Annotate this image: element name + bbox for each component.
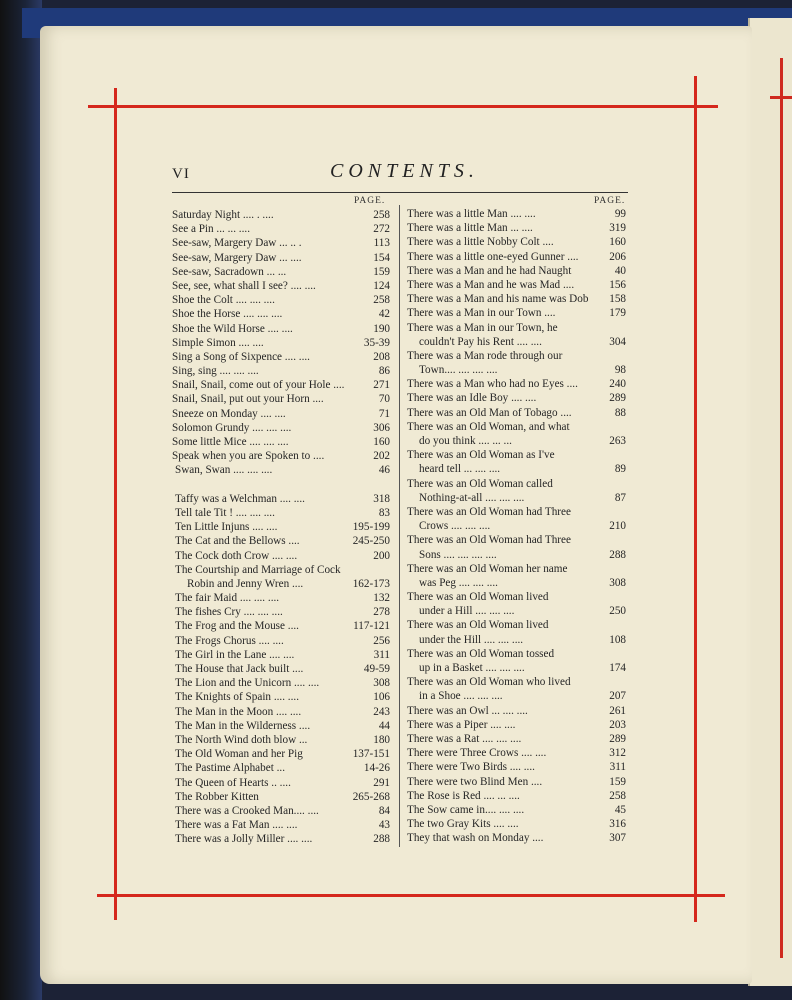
contents-entry bbox=[172, 421, 390, 435]
entry-page-number: 86 bbox=[378, 365, 390, 378]
contents-entry bbox=[172, 733, 390, 747]
entry-page-number: 278 bbox=[373, 606, 390, 619]
entry-title: The Girl in the Lane .... .... bbox=[175, 648, 295, 661]
entry-page-number: 202 bbox=[373, 450, 390, 463]
entry-page-number: 289 bbox=[609, 392, 626, 405]
facing-page-rule-horizontal bbox=[770, 96, 792, 99]
contents-entry bbox=[172, 776, 390, 790]
entry-title: was Peg .... .... .... bbox=[419, 576, 498, 589]
entry-title: Sneeze on Monday .... .... bbox=[172, 407, 286, 420]
entry-page-number: 117-121 bbox=[353, 620, 390, 633]
entry-page-number: 70 bbox=[378, 393, 390, 406]
entry-page-number: 245-250 bbox=[352, 535, 390, 548]
entry-title: Crows .... .... .... bbox=[419, 520, 491, 533]
contents-entry bbox=[407, 548, 626, 562]
contents-entry bbox=[172, 478, 390, 492]
contents-entry bbox=[407, 760, 626, 774]
contents-entry bbox=[407, 746, 626, 760]
entry-title: Snail, Snail, put out your Horn .... bbox=[172, 393, 324, 406]
contents-list-left bbox=[172, 208, 390, 846]
entry-title: There was an Old Woman lived bbox=[407, 591, 549, 604]
contents-entry bbox=[407, 349, 626, 363]
entry-title: There was an Old Woman lived bbox=[407, 619, 549, 632]
entry-title: There was an Old Woman as I've bbox=[407, 449, 555, 462]
contents-entry bbox=[172, 251, 390, 265]
frame-rule-bottom bbox=[97, 894, 725, 897]
entry-title: There were two Blind Men .... bbox=[407, 775, 543, 788]
entry-page-number: 307 bbox=[609, 832, 626, 845]
entry-title: Saturday Night .... . .... bbox=[172, 209, 274, 221]
entry-title: Speak when you are Spoken to .... bbox=[172, 450, 325, 463]
contents-entry bbox=[407, 377, 626, 391]
entry-title: Sing a Song of Sixpence .... .... bbox=[172, 350, 310, 363]
entry-title: There was a Piper .... .... bbox=[407, 718, 516, 731]
entry-page-number: 240 bbox=[609, 378, 626, 391]
left-page-column-header: PAGE. bbox=[354, 196, 386, 206]
contents-entry bbox=[172, 705, 390, 719]
entry-title: Some little Mice .... .... .... bbox=[172, 436, 289, 448]
contents-entry bbox=[172, 350, 390, 364]
entry-title: The North Wind doth blow ... bbox=[175, 733, 308, 746]
contents-entry bbox=[172, 307, 390, 321]
contents-entry bbox=[172, 804, 390, 818]
entry-page-number: 40 bbox=[614, 264, 626, 277]
entry-page-number: 124 bbox=[373, 279, 390, 292]
entry-page-number: 291 bbox=[373, 776, 390, 789]
entry-title: The Lion and the Unicorn .... .... bbox=[175, 677, 320, 690]
entry-page-number: 154 bbox=[373, 251, 390, 264]
entry-page-number: 174 bbox=[609, 662, 626, 674]
entry-page-number: 208 bbox=[373, 350, 390, 363]
entry-title: The Frog and the Mouse .... bbox=[175, 620, 299, 633]
entry-title: under the Hill .... .... .... bbox=[419, 633, 524, 646]
contents-entry bbox=[407, 590, 626, 604]
entry-page-number: 132 bbox=[373, 592, 390, 605]
contents-entry bbox=[172, 549, 390, 563]
entry-title: They that wash on Monday .... bbox=[407, 832, 544, 845]
entry-page-number: 88 bbox=[614, 406, 626, 419]
contents-entry bbox=[407, 604, 626, 618]
contents-entry bbox=[407, 661, 626, 675]
contents-entry bbox=[407, 675, 626, 689]
entry-title: There was a Fat Man .... .... bbox=[175, 819, 298, 832]
right-page-column-header: PAGE. bbox=[594, 196, 626, 206]
entry-page-number: 179 bbox=[609, 307, 626, 320]
entry-title: The Cock doth Crow .... .... bbox=[175, 549, 298, 562]
entry-page-number: 203 bbox=[609, 718, 626, 731]
entry-title: do you think .... ... ... bbox=[419, 435, 512, 447]
entry-title: Taffy was a Welchman .... .... bbox=[175, 492, 305, 505]
entry-page-number: 256 bbox=[373, 634, 390, 647]
contents-entry bbox=[172, 520, 390, 534]
contents-entry bbox=[407, 718, 626, 732]
frame-rule-top bbox=[88, 105, 718, 108]
contents-entry bbox=[407, 420, 626, 434]
entry-title: See-saw, Sacradown ... ... bbox=[172, 265, 287, 278]
entry-page-number: 113 bbox=[373, 237, 390, 250]
contents-entry bbox=[172, 818, 390, 832]
entry-page-number: 258 bbox=[373, 294, 390, 307]
contents-entry bbox=[172, 619, 390, 633]
entry-title: There was a little Man .... .... bbox=[407, 208, 536, 220]
entry-title: couldn't Pay his Rent .... .... bbox=[419, 335, 542, 348]
contents-entry bbox=[407, 250, 626, 264]
contents-entry bbox=[172, 832, 390, 846]
contents-entry bbox=[407, 477, 626, 491]
entry-title: Shoe the Wild Horse .... .... bbox=[172, 322, 293, 335]
contents-entry bbox=[407, 434, 626, 448]
entry-title: Town.... .... .... .... bbox=[419, 364, 498, 377]
entry-title: Swan, Swan .... .... .... bbox=[175, 464, 273, 477]
entry-title: There was a Man in our Town .... bbox=[407, 307, 556, 320]
entry-title: There was a Man and he was Mad .... bbox=[407, 278, 575, 291]
contents-entry bbox=[407, 704, 626, 718]
entry-title: There was a Crooked Man.... .... bbox=[175, 804, 319, 817]
entry-title: See-saw, Margery Daw ... .... bbox=[172, 251, 302, 264]
entry-page-number: 159 bbox=[373, 265, 390, 278]
entry-title: The Old Woman and her Pig bbox=[175, 748, 303, 761]
entry-page-number: 288 bbox=[609, 548, 626, 561]
entry-page-number: 49-59 bbox=[363, 663, 390, 675]
contents-entry bbox=[172, 322, 390, 336]
facing-page-edge bbox=[748, 18, 792, 986]
entry-page-number: 190 bbox=[373, 322, 390, 335]
contents-entry bbox=[407, 633, 626, 647]
contents-entry bbox=[172, 236, 390, 250]
entry-title: There was a little one-eyed Gunner .... bbox=[407, 250, 579, 263]
entry-title: See, see, what shall I see? .... .... bbox=[172, 279, 316, 292]
contents-entry bbox=[172, 222, 390, 236]
entry-title: There was an Old Woman had Three bbox=[407, 505, 571, 518]
entry-title: There was a Rat .... .... .... bbox=[407, 732, 522, 745]
contents-entry bbox=[172, 790, 390, 804]
contents-entry bbox=[172, 563, 390, 577]
entry-title: The Cat and the Bellows .... bbox=[175, 535, 300, 548]
contents-entry bbox=[407, 335, 626, 349]
contents-entry bbox=[407, 292, 626, 306]
entry-page-number: 288 bbox=[373, 833, 390, 846]
entry-title: The Frogs Chorus .... .... bbox=[175, 634, 284, 647]
contents-entry bbox=[407, 363, 626, 377]
entry-title: heard tell ... .... .... bbox=[419, 463, 501, 476]
contents-entry bbox=[172, 378, 390, 392]
contents-entry bbox=[407, 406, 626, 420]
entry-title: The fair Maid .... .... .... bbox=[175, 592, 280, 605]
entry-title: The Queen of Hearts .. .... bbox=[175, 776, 291, 789]
contents-entry bbox=[172, 449, 390, 463]
contents-entry bbox=[172, 761, 390, 775]
entry-title: Robin and Jenny Wren .... bbox=[187, 577, 304, 590]
frame-rule-left bbox=[114, 88, 117, 920]
entry-page-number: 160 bbox=[609, 236, 626, 249]
entry-title: up in a Basket .... .... .... bbox=[419, 662, 525, 674]
contents-entry bbox=[407, 533, 626, 547]
entry-title: There were Three Crows .... .... bbox=[407, 747, 547, 760]
entry-title: See a Pin ... ... .... bbox=[172, 223, 250, 236]
entry-page-number: 210 bbox=[609, 520, 626, 533]
entry-title: under a Hill .... .... .... bbox=[419, 605, 515, 618]
contents-entry bbox=[407, 278, 626, 292]
entry-title: There was a little Nobby Colt .... bbox=[407, 236, 554, 249]
contents-entry bbox=[407, 264, 626, 278]
contents-entry bbox=[172, 648, 390, 662]
column-divider bbox=[399, 205, 400, 847]
contents-entry bbox=[407, 817, 626, 831]
entry-title: Sing, sing .... .... .... bbox=[172, 365, 259, 378]
entry-page-number: 162-173 bbox=[352, 577, 390, 590]
contents-entry bbox=[407, 647, 626, 661]
entry-page-number: 84 bbox=[378, 804, 390, 817]
entry-page-number: 71 bbox=[378, 407, 390, 420]
entry-page-number: 137-151 bbox=[352, 748, 390, 761]
entry-title: Solomon Grundy .... .... .... bbox=[172, 421, 292, 434]
entry-title: Snail, Snail, come out of your Hole .... bbox=[172, 379, 345, 392]
entry-title: There was a Man rode through our bbox=[407, 349, 563, 362]
contents-entry bbox=[407, 448, 626, 462]
entry-page-number: 311 bbox=[373, 648, 390, 661]
entry-page-number: 263 bbox=[609, 435, 626, 447]
contents-entry bbox=[172, 690, 390, 704]
contents-entry bbox=[172, 265, 390, 279]
contents-entry bbox=[172, 407, 390, 421]
entry-page-number: 180 bbox=[373, 733, 390, 746]
entry-page-number: 159 bbox=[609, 775, 626, 788]
entry-page-number: 319 bbox=[609, 222, 626, 235]
entry-page-number: 106 bbox=[373, 691, 390, 704]
entry-page-number: 316 bbox=[609, 818, 626, 831]
entry-title: Ten Little Injuns .... .... bbox=[175, 521, 278, 534]
entry-title: in a Shoe .... .... .... bbox=[419, 690, 503, 703]
entry-title: There was a Man who had no Eyes .... bbox=[407, 378, 578, 391]
entry-page-number: 108 bbox=[609, 633, 626, 646]
entry-page-number: 42 bbox=[378, 308, 390, 321]
entry-title: There was an Old Woman who lived bbox=[407, 676, 571, 689]
entry-page-number: 261 bbox=[609, 704, 626, 717]
contents-entry bbox=[407, 775, 626, 789]
entry-page-number: 14-26 bbox=[363, 762, 390, 775]
entry-title: Simple Simon .... .... bbox=[172, 336, 264, 349]
book-cover-edge bbox=[0, 0, 42, 1000]
contents-list-right bbox=[407, 207, 626, 845]
contents-entry bbox=[407, 321, 626, 335]
entry-page-number: 318 bbox=[373, 492, 390, 505]
contents-entry bbox=[407, 562, 626, 576]
entry-title: Nothing-at-all .... .... .... bbox=[419, 491, 525, 504]
entry-page-number: 83 bbox=[378, 506, 390, 519]
contents-entry bbox=[407, 235, 626, 249]
entry-title: The Man in the Moon .... .... bbox=[175, 705, 302, 718]
entry-title: There was a Jolly Miller .... .... bbox=[175, 833, 313, 846]
contents-entry bbox=[172, 506, 390, 520]
entry-title: The Man in the Wilderness .... bbox=[175, 719, 311, 732]
contents-entry bbox=[407, 789, 626, 803]
entry-page-number: 272 bbox=[373, 223, 390, 236]
title-rule bbox=[172, 192, 628, 193]
contents-entry bbox=[172, 676, 390, 690]
contents-entry bbox=[172, 634, 390, 648]
entry-page-number: 207 bbox=[609, 690, 626, 703]
entry-title: Sons .... .... .... .... bbox=[419, 548, 497, 561]
entry-title: There was an Old Woman tossed bbox=[407, 647, 555, 660]
entry-page-number: 304 bbox=[609, 335, 626, 348]
entry-page-number: 89 bbox=[614, 463, 626, 476]
contents-entry bbox=[407, 689, 626, 703]
entry-page-number: 87 bbox=[614, 491, 626, 504]
entry-page-number: 271 bbox=[373, 379, 390, 392]
contents-entry bbox=[407, 803, 626, 817]
entry-page-number: 311 bbox=[609, 761, 626, 774]
entry-page-number: 44 bbox=[378, 719, 390, 732]
entry-title: The Knights of Spain .... .... bbox=[175, 691, 299, 704]
contents-entry bbox=[172, 492, 390, 506]
contents-entry bbox=[172, 336, 390, 350]
entry-page-number: 265-268 bbox=[352, 790, 390, 803]
entry-page-number: 306 bbox=[373, 421, 390, 434]
contents-entry bbox=[407, 221, 626, 235]
entry-page-number: 289 bbox=[609, 732, 626, 745]
contents-entry bbox=[172, 435, 390, 449]
entry-title: There was an Owl ... .... .... bbox=[407, 704, 528, 717]
entry-title: There was an Old Woman her name bbox=[407, 562, 568, 575]
entry-page-number: 243 bbox=[373, 705, 390, 718]
contents-entry bbox=[407, 505, 626, 519]
entry-title: There was an Old Woman had Three bbox=[407, 534, 571, 547]
contents-entry bbox=[407, 618, 626, 632]
entry-page-number: 43 bbox=[378, 819, 390, 832]
contents-entry bbox=[407, 732, 626, 746]
contents-entry bbox=[172, 293, 390, 307]
entry-title: Tell tale Tit ! .... .... .... bbox=[175, 506, 275, 519]
entry-title: There was an Idle Boy .... .... bbox=[407, 392, 537, 405]
entry-page-number: 195-199 bbox=[352, 521, 390, 534]
contents-entry bbox=[172, 719, 390, 733]
contents-entry bbox=[172, 662, 390, 676]
entry-page-number: 99 bbox=[614, 208, 626, 220]
contents-entry bbox=[407, 391, 626, 405]
entry-page-number: 250 bbox=[609, 605, 626, 618]
entry-title: Shoe the Colt .... .... .... bbox=[172, 294, 275, 307]
entry-page-number: 160 bbox=[373, 436, 390, 448]
entry-title: The Rose is Red .... ... .... bbox=[407, 789, 520, 802]
entry-title: There was an Old Woman called bbox=[407, 477, 553, 490]
entry-title: See-saw, Margery Daw ... .. . bbox=[172, 237, 302, 250]
entry-page-number: 308 bbox=[373, 677, 390, 690]
entry-title: There was a Man in our Town, he bbox=[407, 321, 558, 334]
entry-title: There were Two Birds .... .... bbox=[407, 761, 535, 774]
entry-title: There was a little Man ... .... bbox=[407, 222, 533, 235]
contents-entry bbox=[172, 364, 390, 378]
entry-title: The Robber Kitten bbox=[175, 790, 259, 803]
contents-entry bbox=[172, 392, 390, 406]
entry-page-number: 312 bbox=[609, 747, 626, 760]
contents-entry bbox=[172, 747, 390, 761]
entry-title: There was an Old Man of Tobago .... bbox=[407, 406, 572, 419]
entry-title: Shoe the Horse .... .... .... bbox=[172, 308, 283, 321]
page-number: VI bbox=[172, 166, 190, 182]
entry-title: The Courtship and Marriage of Cock bbox=[175, 563, 341, 576]
entry-title: The House that Jack built .... bbox=[175, 663, 304, 675]
page-header bbox=[172, 160, 632, 190]
entry-page-number: 45 bbox=[614, 803, 626, 816]
entry-title: The two Gray Kits .... .... bbox=[407, 818, 519, 831]
frame-rule-right bbox=[694, 76, 697, 922]
entry-title: There was an Old Woman, and what bbox=[407, 420, 570, 433]
entry-page-number: 258 bbox=[609, 789, 626, 802]
contents-entry bbox=[172, 577, 390, 591]
contents-entry bbox=[407, 491, 626, 505]
entry-page-number: 35-39 bbox=[363, 336, 390, 349]
contents-entry bbox=[172, 208, 390, 222]
entry-title: The fishes Cry .... .... .... bbox=[175, 606, 283, 619]
contents-entry bbox=[407, 207, 626, 221]
entry-page-number: 158 bbox=[609, 293, 626, 306]
contents-entry bbox=[407, 519, 626, 533]
entry-page-number: 156 bbox=[609, 278, 626, 291]
entry-page-number: 206 bbox=[609, 250, 626, 263]
facing-page-rule bbox=[780, 58, 783, 958]
contents-entry bbox=[172, 463, 390, 477]
entry-title: The Sow came in.... .... .... bbox=[407, 803, 525, 816]
contents-entry bbox=[172, 279, 390, 293]
entry-page-number: 258 bbox=[373, 209, 390, 221]
entry-title: There was a Man and he had Naught bbox=[407, 264, 572, 277]
contents-entry bbox=[172, 605, 390, 619]
entry-page-number: 46 bbox=[378, 464, 390, 477]
contents-entry bbox=[407, 831, 626, 845]
contents-entry bbox=[172, 591, 390, 605]
entry-title: There was a Man and his name was Dob bbox=[407, 293, 589, 306]
entry-title: The Pastime Alphabet ... bbox=[175, 762, 285, 775]
contents-entry bbox=[407, 576, 626, 590]
entry-page-number: 200 bbox=[373, 549, 390, 562]
entry-page-number: 98 bbox=[614, 364, 626, 377]
contents-entry bbox=[172, 534, 390, 548]
contents-entry bbox=[407, 462, 626, 476]
page-title: CONTENTS. bbox=[330, 160, 479, 182]
entry-page-number: 308 bbox=[609, 576, 626, 589]
contents-entry bbox=[407, 306, 626, 320]
